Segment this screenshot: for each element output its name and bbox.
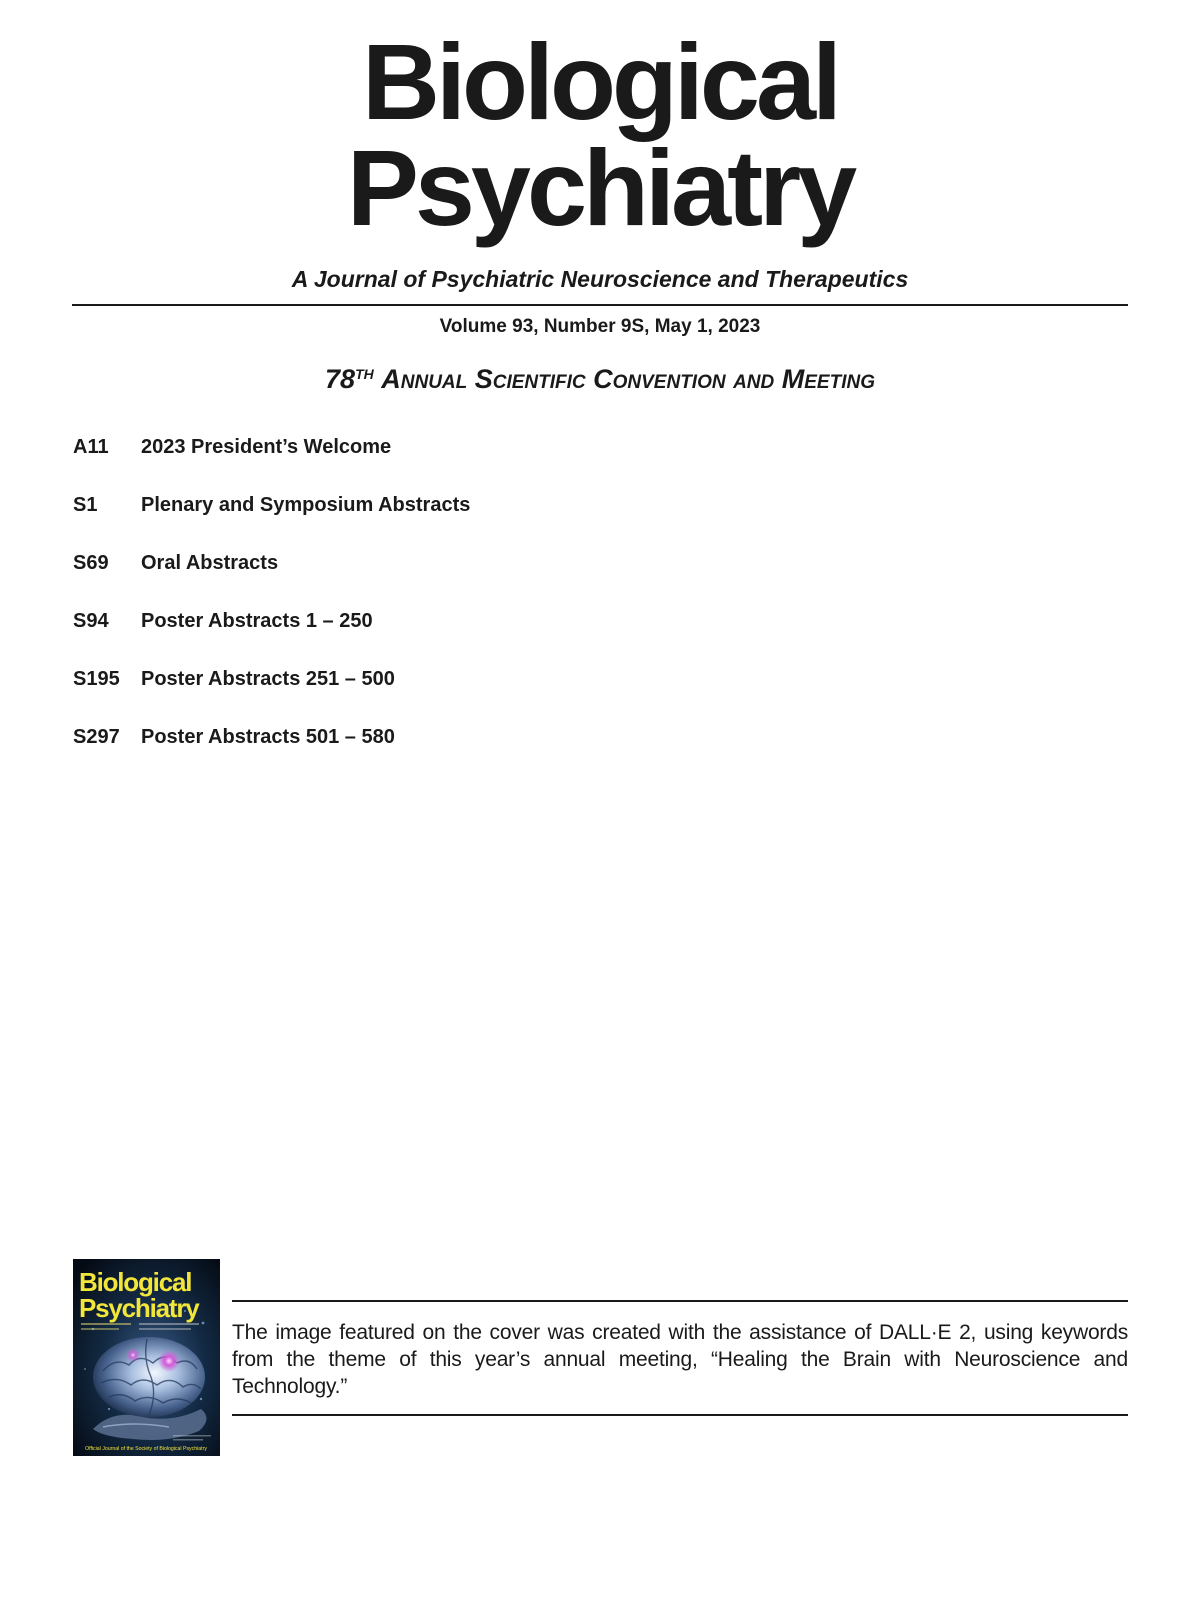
toc-entry[interactable] [73,668,1123,726]
header-divider [72,304,1128,306]
toc-page: S94 [73,610,109,632]
meeting-ordinal-suffix: TH [355,366,374,382]
toc-entry[interactable] [73,610,1123,668]
meeting-ordinal: 78 [325,364,356,394]
meeting-title [0,364,1200,395]
table-of-contents [73,436,1123,784]
toc-title: Poster Abstracts 1 – 250 [141,610,373,632]
cover-title-line1: Biological [79,1267,192,1297]
toc-entry[interactable] [73,552,1123,610]
toc-title: Poster Abstracts 501 – 580 [141,726,395,748]
cover-title-line2: Psychiatry [79,1293,199,1323]
toc-title: Oral Abstracts [141,552,279,574]
cover-caption-box [232,1300,1128,1416]
toc-title: Plenary and Symposium Abstracts [141,494,471,516]
cover-illustration [73,1259,220,1456]
issue-info: Volume 93, Number 9S, May 1, 2023 [439,316,761,337]
toc-entry[interactable] [73,726,1123,784]
meeting-name: Annual Scientific Convention and Meeting [381,364,875,394]
journal-title-line1: Biological [361,21,839,142]
journal-masthead [0,21,1200,248]
toc-page: S297 [73,726,120,748]
toc-title: Poster Abstracts 251 – 500 [141,668,395,690]
toc-title: 2023 President’s Welcome [141,436,392,458]
cover-caption: The image featured on the cover was created with the assistance of DALL·E 2, using keywords from the theme of this year’s annual meeting, “Healing the Brain with Neuroscience and Technology.” [232,1321,1128,1398]
toc-page: A11 [73,436,109,458]
cover-thumbnail [73,1259,220,1456]
toc-page: S195 [73,668,120,690]
toc-entry[interactable] [73,494,1123,552]
caption-top-divider [232,1300,1128,1302]
toc-page: S1 [73,494,98,516]
caption-bottom-divider [232,1414,1128,1416]
toc-page: S69 [73,552,109,574]
toc-entry[interactable] [73,436,1123,494]
journal-title-line2: Psychiatry [346,127,854,248]
cover-footer: Official Journal of the Society of Biological Psychiatry [85,1446,207,1452]
journal-subtitle: A Journal of Psychiatric Neuroscience and Therapeutics [291,266,909,292]
